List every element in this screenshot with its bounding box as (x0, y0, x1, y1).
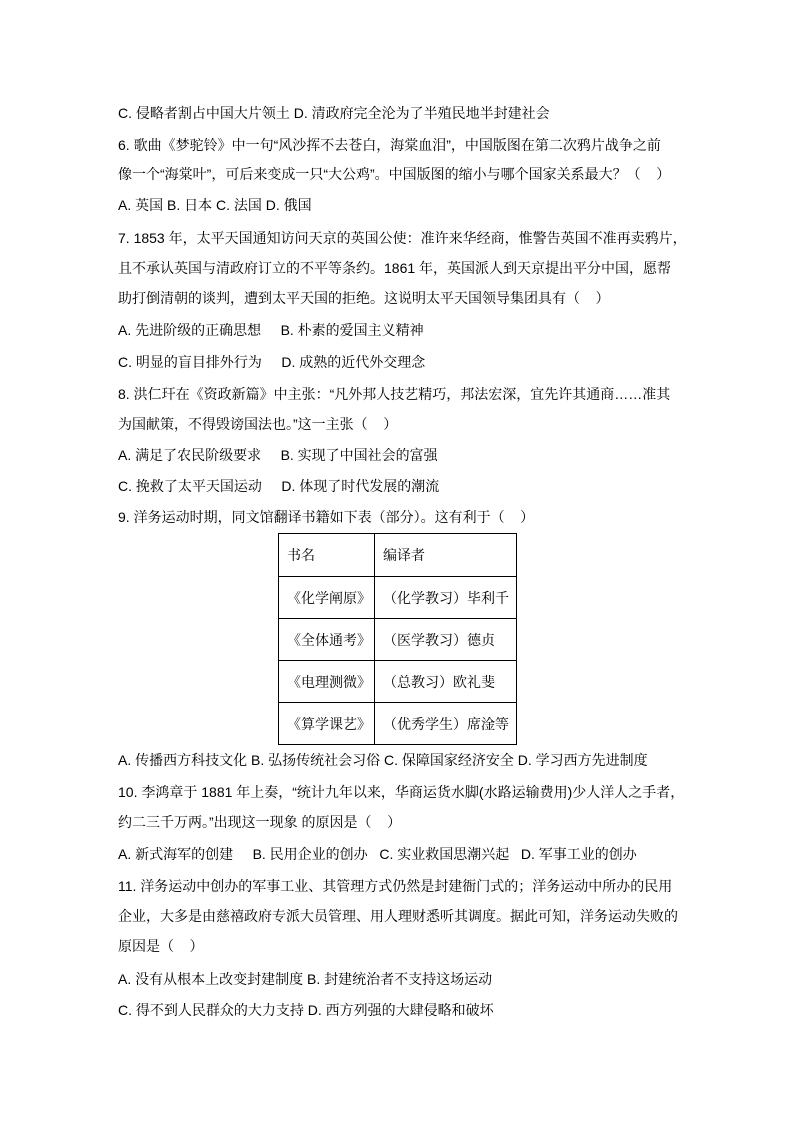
question-6-stem-line: 像一个“海棠叶”，可后来变成一只“大公鸡”。中国版图的缩小与哪个国家关系最大？（ ） (118, 166, 671, 182)
question-6-options-line: A. 英国 B. 日本 C. 法国 D. 俄国 (118, 197, 312, 213)
question-7-options-line: A. 先进阶级的正确思想 B. 朴素的爱国主义精神 (118, 322, 424, 338)
question-7-stem-line: 7. 1853 年，太平天国通知访问天京的英国公使：准许来华经商，惟警告英国不准再卖鸦片， (118, 230, 687, 246)
table-header-cell: 书名 (279, 534, 375, 577)
question-7-stem-line: 助打倒清朝的谈判，遭到太平天国的拒绝。这说明太平天国领导集团具有（ ） (118, 290, 610, 306)
question-10-options-line: A. 新式海军的创建 B. 民用企业的创办 C. 实业救国思潮兴起 D. 军事工业的创办 (118, 846, 637, 862)
question-8-stem-line: 为国献策，不得毁谤国法也。”这一主张（ ） (118, 416, 398, 432)
translator-cell: （化学教习）毕利千 (375, 577, 517, 619)
translator-cell: （优秀学生）席淦等 (375, 703, 517, 745)
book-title-cell: 《算学课艺》 (279, 703, 375, 745)
question-6-stem-line: 6. 歌曲《梦驼铃》中一句“风沙挥不去苍白，海棠血泪”，中国版图在第二次鸦片战争之前 (118, 137, 661, 153)
table-header-cell: 编译者 (375, 534, 517, 577)
question-11-stem-line: 企业，大多是由慈禧政府专派大员管理、用人理财悉听其调度。据此可知，洋务运动失败的 (118, 908, 678, 924)
question-9-options-line: A. 传播西方科技文化 B. 弘扬传统社会习俗 C. 保障国家经济安全 D. 学习西方先进制度 (118, 752, 648, 768)
question-5-options-line: C. 侵略者割占中国大片领土 D. 清政府完全沦为了半殖民地半封建社会 (118, 105, 550, 121)
book-title-cell: 《电理测微》 (279, 661, 375, 703)
question-8-options-line: C. 挽救了太平天国运动 D. 体现了时代发展的潮流 (118, 478, 440, 494)
table-row (279, 619, 517, 661)
question-11-options-line: A. 没有从根本上改变封建制度 B. 封建统治者不支持这场运动 (118, 971, 493, 987)
question-7-options-line: C. 明显的盲目排外行为 D. 成熟的近代外交理念 (118, 354, 426, 370)
question-8-options-line: A. 满足了农民阶级要求 B. 实现了中国社会的富强 (118, 447, 438, 463)
table-row (279, 703, 517, 745)
book-title-cell: 《化学阐原》 (279, 577, 375, 619)
table-row (279, 577, 517, 619)
question-11-stem-line: 原因是（ ） (118, 938, 204, 954)
question-10-stem-line: 10. 李鸿章于 1881 年上奏，“统计九年以来，华商运货水脚(水路运输费用)少人洋人之手者， (118, 784, 685, 800)
translator-cell: （总教习）欧礼斐 (375, 661, 517, 703)
table-header-row (279, 534, 517, 577)
question-7-stem-line: 且不承认英国与清政府订立的不平等条约。1861 年，英国派人到天京提出平分中国，愿帮 (118, 260, 672, 276)
translator-cell: （医学教习）德贞 (375, 619, 517, 661)
question-9-stem-line: 9. 洋务运动时期，同文馆翻译书籍如下表（部分）。这有利于（ ） (118, 509, 535, 525)
question-8-stem-line: 8. 洪仁玕在《资政新篇》中主张：“凡外邦人技艺精巧，邦法宏深，宜先许其通商……准其 (118, 386, 671, 402)
book-title-cell: 《全体通考》 (279, 619, 375, 661)
table-row (279, 661, 517, 703)
question-10-stem-line: 约二三千万两。”出现这一现象 的原因是（ ） (118, 814, 402, 830)
question-11-options-line: C. 得不到人民群众的大力支持 D. 西方列强的大肆侵略和破坏 (118, 1002, 494, 1018)
question-11-stem-line: 11. 洋务运动中创办的军事工业、其管理方式仍然是封建衙门式的；洋务运动中所办的民用 (118, 878, 673, 894)
translated-books-table (278, 533, 517, 745)
